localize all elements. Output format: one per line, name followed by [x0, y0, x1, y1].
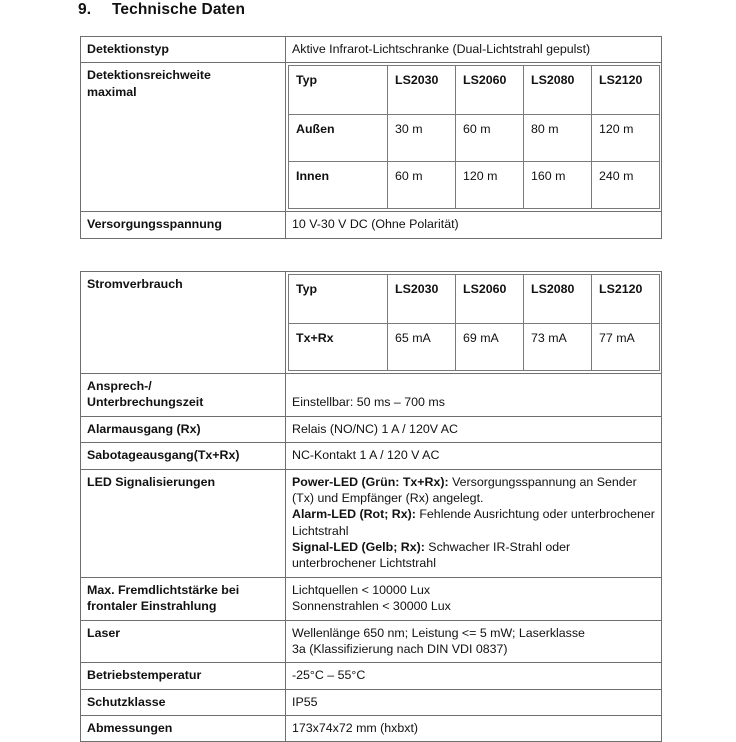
current-header-ls2080: LS2080: [524, 275, 592, 324]
current-header-ls2060: LS2060: [456, 275, 524, 324]
table-row: [81, 212, 662, 238]
row-value-tamper-output: NC-Kontakt 1 A / 120 V AC: [286, 443, 662, 469]
matrix-header-row: [289, 275, 660, 324]
table-row: [81, 443, 662, 469]
matrix-cell-innen-ls2030: 60 m: [388, 162, 456, 209]
signal-led-title: Signal-LED (Gelb; Rx):: [292, 540, 425, 554]
current-matrix-table: [288, 274, 660, 371]
row-label-current-consumption: Stromverbrauch: [81, 272, 286, 374]
alarm-led-description: [292, 506, 655, 539]
range-matrix-table: [288, 65, 660, 209]
row-label-alarm-output: Alarmausgang (Rx): [81, 416, 286, 442]
alarm-led-text: Fehlende Ausrichtung oder unterbrochener Lichtstrahl: [292, 507, 655, 538]
row-label-detection-range: [81, 63, 286, 212]
row-label-supply-voltage: Versorgungsspannung: [81, 212, 286, 238]
ambient-label-line-1: Max. Fremdlichtstärke bei: [87, 582, 240, 597]
matrix-header-ls2060: LS2060: [456, 66, 524, 115]
ambient-value-line-1: Lichtquellen < 10000 Lux: [292, 582, 431, 597]
table-row: [81, 37, 662, 63]
row-label-response-time: [81, 374, 286, 417]
current-cell-txrx-ls2060: 69 mA: [456, 324, 524, 371]
row-value-led-signals: [286, 469, 662, 577]
matrix-header-row: [289, 66, 660, 115]
matrix-row-aussen: [289, 115, 660, 162]
table-row: [81, 689, 662, 715]
section-title: Technische Daten: [112, 1, 246, 18]
row-label-ambient-light: [81, 577, 286, 620]
table-row: [81, 577, 662, 620]
specs-table-primary: [80, 36, 662, 239]
row-value-response-time: [286, 374, 662, 417]
table-row: [81, 272, 662, 374]
page-title: [78, 1, 245, 19]
matrix-header-ls2120: LS2120: [592, 66, 660, 115]
row-value-operating-temperature: -25°C – 55°C: [286, 663, 662, 689]
table-row: [81, 416, 662, 442]
row-value-dimensions: 173x74x72 mm (hxbxt): [286, 716, 662, 742]
laser-value-line-2: 3a (Klassifizierung nach DIN VDI 0837): [292, 641, 508, 656]
current-cell-txrx-ls2030: 65 mA: [388, 324, 456, 371]
row-value-ambient-light: [286, 577, 662, 620]
table-row: [81, 620, 662, 663]
power-led-title: Power-LED (Grün: Tx+Rx):: [292, 474, 449, 489]
matrix-cell-aussen-ls2120: 120 m: [592, 115, 660, 162]
ambient-label-line-2: frontaler Einstrahlung: [87, 599, 217, 614]
alarm-led-title: Alarm-LED (Rot; Rx):: [292, 507, 416, 522]
range-label-line-2: maximal: [87, 84, 137, 99]
row-value-detection-range: [286, 63, 662, 212]
matrix-row-innen: [289, 162, 660, 209]
row-value-detection-type: Aktive Infrarot-Lichtschranke (Dual-Lichtstrahl gepulst): [286, 37, 662, 63]
row-label-led-signals: LED Signalisierungen: [81, 469, 286, 577]
current-header-ls2030: LS2030: [388, 275, 456, 324]
row-value-protection-class: IP55: [286, 689, 662, 715]
row-label-operating-temperature: Betriebstemperatur: [81, 663, 286, 689]
row-label-tamper-output: Sabotageausgang(Tx+Rx): [81, 443, 286, 469]
table-row: [81, 716, 662, 742]
matrix-header-typ: Typ: [289, 66, 388, 115]
table-row: [81, 374, 662, 417]
row-label-protection-class: Schutzklasse: [81, 689, 286, 715]
response-label-line-2: Unterbrechungszeit: [87, 395, 204, 410]
row-label-detection-type: Detektionstyp: [81, 37, 286, 63]
matrix-row-txrx: [289, 324, 660, 371]
row-value-supply-voltage: 10 V-30 V DC (Ohne Polarität): [286, 212, 662, 238]
section-number: 9.: [78, 1, 92, 18]
range-label-line-1: Detektionsreichweite: [87, 68, 211, 83]
specs-table-secondary: [80, 271, 662, 742]
row-label-dimensions: Abmessungen: [81, 716, 286, 742]
current-rowname-txrx: Tx+Rx: [289, 324, 388, 371]
response-time-value: Einstellbar: 50 ms – 700 ms: [292, 395, 445, 409]
power-led-text: Versorgungsspannung an Sender (Tx) und Empfänger (Rx) angelegt.: [292, 474, 637, 505]
laser-value-line-1: Wellenlänge 650 nm; Leistung <= 5 mW; Laserklasse: [292, 625, 585, 640]
signal-led-description: [292, 539, 655, 572]
matrix-cell-aussen-ls2060: 60 m: [456, 115, 524, 162]
matrix-cell-innen-ls2060: 120 m: [456, 162, 524, 209]
ambient-value-line-2: Sonnenstrahlen < 30000 Lux: [292, 599, 451, 614]
matrix-header-ls2030: LS2030: [388, 66, 456, 115]
matrix-cell-aussen-ls2080: 80 m: [524, 115, 592, 162]
matrix-rowname-innen: Innen: [289, 162, 388, 209]
power-led-description: [292, 474, 655, 507]
matrix-header-ls2080: LS2080: [524, 66, 592, 115]
table-row: [81, 63, 662, 212]
row-value-laser: [286, 620, 662, 663]
current-header-ls2120: LS2120: [592, 275, 660, 324]
signal-led-text: Schwacher IR-Strahl oder unterbrochener Lichtstrahl: [292, 540, 571, 571]
row-label-laser: Laser: [81, 620, 286, 663]
current-cell-txrx-ls2120: 77 mA: [592, 324, 660, 371]
current-cell-txrx-ls2080: 73 mA: [524, 324, 592, 371]
matrix-rowname-aussen: Außen: [289, 115, 388, 162]
matrix-cell-innen-ls2080: 160 m: [524, 162, 592, 209]
matrix-cell-innen-ls2120: 240 m: [592, 162, 660, 209]
response-label-line-1: Ansprech-/: [87, 379, 152, 393]
matrix-cell-aussen-ls2030: 30 m: [388, 115, 456, 162]
row-value-current-consumption: [286, 272, 662, 374]
table-row: [81, 469, 662, 577]
table-row: [81, 663, 662, 689]
row-value-alarm-output: Relais (NO/NC) 1 A / 120V AC: [286, 416, 662, 442]
current-header-typ: Typ: [289, 275, 388, 324]
